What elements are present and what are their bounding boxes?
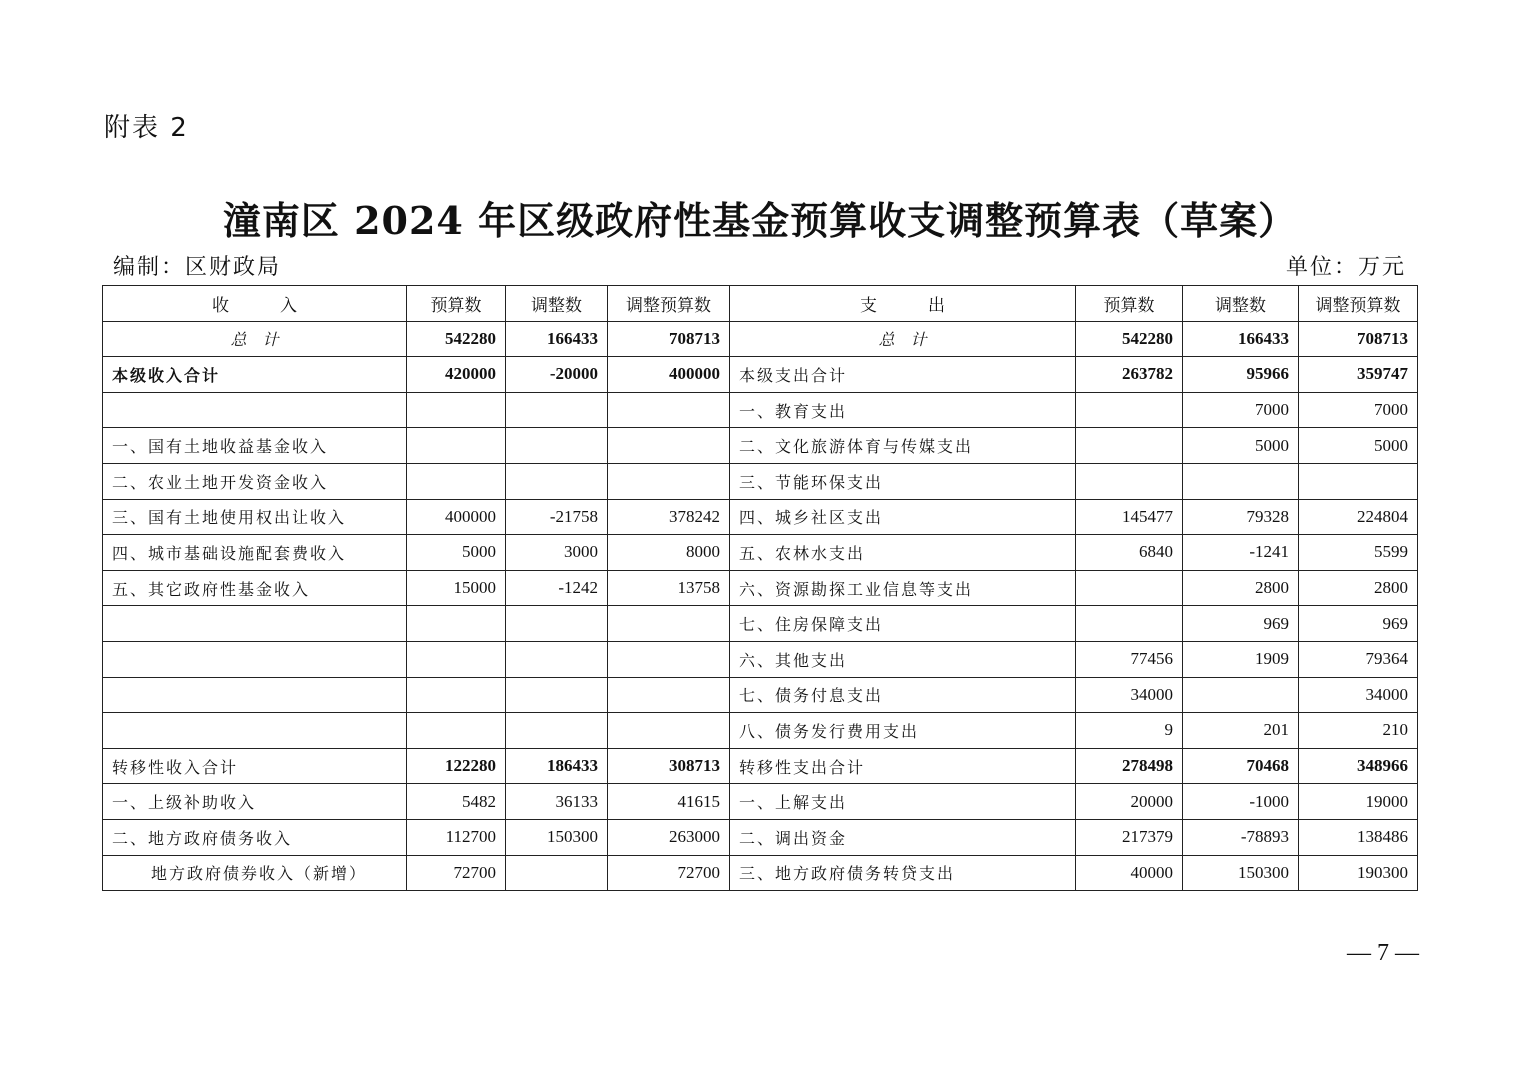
- expense-label: 七、住房保障支出: [730, 606, 1076, 642]
- income-label: [103, 677, 407, 713]
- income-adjustment: 3000: [506, 535, 608, 571]
- expense-adjustment: 5000: [1183, 428, 1299, 464]
- expense-adjusted: 7000: [1299, 392, 1418, 428]
- income-adjustment: -21758: [506, 499, 608, 535]
- expense-adjusted: 359747: [1299, 357, 1418, 393]
- table-row: [103, 428, 1418, 464]
- expense-label: 转移性支出合计: [730, 748, 1076, 784]
- expense-adjusted: 190300: [1299, 855, 1418, 891]
- col-header-income: 收 入: [103, 286, 407, 322]
- expense-label: 一、上解支出: [730, 784, 1076, 820]
- total-row: [103, 321, 1418, 357]
- expense-adjusted: 224804: [1299, 499, 1418, 535]
- expense-budget: 77456: [1076, 641, 1183, 677]
- expense-adjustment: 7000: [1183, 392, 1299, 428]
- income-budget: 5000: [407, 535, 506, 571]
- total-income-budget: 542280: [407, 321, 506, 357]
- page-number: — 7 —: [1347, 940, 1419, 966]
- expense-adjustment: 201: [1183, 713, 1299, 749]
- unit-label: 单位：万元: [1285, 255, 1406, 280]
- expense-budget: [1076, 428, 1183, 464]
- total-expense-adjusted: 708713: [1299, 321, 1418, 357]
- expense-label: 七、债务付息支出: [730, 677, 1076, 713]
- expense-adjusted: 19000: [1299, 784, 1418, 820]
- income-adjustment: 150300: [506, 819, 608, 855]
- expense-adjustment: 969: [1183, 606, 1299, 642]
- total-income-adjusted: 708713: [608, 321, 730, 357]
- expense-adjusted: 34000: [1299, 677, 1418, 713]
- table-row: [103, 641, 1418, 677]
- expense-adjustment: -1000: [1183, 784, 1299, 820]
- table-row: [103, 570, 1418, 606]
- income-adjustment: [506, 392, 608, 428]
- table-row: [103, 677, 1418, 713]
- income-adjusted: 72700: [608, 855, 730, 891]
- expense-label: 五、农林水支出: [730, 535, 1076, 571]
- table-row: [103, 855, 1418, 891]
- income-adjustment: [506, 606, 608, 642]
- income-budget: [407, 606, 506, 642]
- income-budget: 420000: [407, 357, 506, 393]
- expense-budget: 217379: [1076, 819, 1183, 855]
- expense-budget: 278498: [1076, 748, 1183, 784]
- income-label: [103, 713, 407, 749]
- income-adjusted: [608, 713, 730, 749]
- income-adjustment: [506, 855, 608, 891]
- expense-adjusted: 79364: [1299, 641, 1418, 677]
- income-budget: [407, 641, 506, 677]
- income-label: [103, 606, 407, 642]
- expense-budget: [1076, 463, 1183, 499]
- page-title: 潼南区 2024 年区级政府性基金预算收支调整预算表（草案）: [222, 198, 1298, 243]
- expense-adjusted: [1299, 463, 1418, 499]
- income-budget: 15000: [407, 570, 506, 606]
- income-adjusted: 378242: [608, 499, 730, 535]
- expense-budget: 9: [1076, 713, 1183, 749]
- expense-budget: 263782: [1076, 357, 1183, 393]
- table-row: [103, 357, 1418, 393]
- col-header-expense-budget: 预算数: [1076, 286, 1183, 322]
- expense-adjustment: 2800: [1183, 570, 1299, 606]
- income-adjusted: 41615: [608, 784, 730, 820]
- income-budget: 122280: [407, 748, 506, 784]
- income-budget: [407, 392, 506, 428]
- expense-adjustment: [1183, 463, 1299, 499]
- expense-label: 四、城乡社区支出: [730, 499, 1076, 535]
- expense-budget: 145477: [1076, 499, 1183, 535]
- income-adjusted: [608, 641, 730, 677]
- expense-budget: [1076, 392, 1183, 428]
- income-adjustment: [506, 713, 608, 749]
- expense-budget: [1076, 606, 1183, 642]
- income-budget: 72700: [407, 855, 506, 891]
- income-adjusted: 400000: [608, 357, 730, 393]
- expense-label: 二、调出资金: [730, 819, 1076, 855]
- compiler-label: 编制：区财政局: [113, 255, 282, 280]
- expense-adjustment: -1241: [1183, 535, 1299, 571]
- header-row: [103, 286, 1418, 322]
- income-label: [103, 641, 407, 677]
- income-adjustment: [506, 463, 608, 499]
- income-adjustment: [506, 428, 608, 464]
- expense-adjustment: 95966: [1183, 357, 1299, 393]
- income-budget: 5482: [407, 784, 506, 820]
- col-header-expense-adjustment: 调整数: [1183, 286, 1299, 322]
- expense-adjusted: 969: [1299, 606, 1418, 642]
- income-label: 一、上级补助收入: [103, 784, 407, 820]
- expense-label: 六、其他支出: [730, 641, 1076, 677]
- table-row: [103, 606, 1418, 642]
- income-adjustment: -20000: [506, 357, 608, 393]
- income-adjusted: 308713: [608, 748, 730, 784]
- income-budget: [407, 428, 506, 464]
- income-budget: 400000: [407, 499, 506, 535]
- table-row: [103, 463, 1418, 499]
- expense-adjustment: 1909: [1183, 641, 1299, 677]
- expense-label: 本级支出合计: [730, 357, 1076, 393]
- income-adjusted: 13758: [608, 570, 730, 606]
- income-adjustment: 186433: [506, 748, 608, 784]
- income-adjusted: 263000: [608, 819, 730, 855]
- col-header-income-adjustment: 调整数: [506, 286, 608, 322]
- budget-table: [102, 285, 1418, 891]
- income-label: 三、国有土地使用权出让收入: [103, 499, 407, 535]
- total-expense-adjustment: 166433: [1183, 321, 1299, 357]
- expense-adjustment: [1183, 677, 1299, 713]
- income-label: 转移性收入合计: [103, 748, 407, 784]
- income-label: 四、城市基础设施配套费收入: [103, 535, 407, 571]
- expense-budget: 6840: [1076, 535, 1183, 571]
- income-budget: 112700: [407, 819, 506, 855]
- income-budget: [407, 677, 506, 713]
- expense-label: 二、文化旅游体育与传媒支出: [730, 428, 1076, 464]
- income-label: 本级收入合计: [103, 357, 407, 393]
- col-header-income-adjusted-budget: 调整预算数: [608, 286, 730, 322]
- income-label: 二、农业土地开发资金收入: [103, 463, 407, 499]
- expense-adjusted: 5000: [1299, 428, 1418, 464]
- table-row: [103, 535, 1418, 571]
- income-budget: [407, 463, 506, 499]
- expense-adjustment: 70468: [1183, 748, 1299, 784]
- income-adjustment: [506, 677, 608, 713]
- expense-budget: 34000: [1076, 677, 1183, 713]
- expense-budget: [1076, 570, 1183, 606]
- expense-adjusted: 2800: [1299, 570, 1418, 606]
- col-header-expense-adjusted-budget: 调整预算数: [1299, 286, 1418, 322]
- table-row: [103, 499, 1418, 535]
- expense-adjustment: 79328: [1183, 499, 1299, 535]
- expense-adjusted: 138486: [1299, 819, 1418, 855]
- income-label: [103, 392, 407, 428]
- expense-label: 三、节能环保支出: [730, 463, 1076, 499]
- col-header-expense: 支 出: [730, 286, 1076, 322]
- expense-label: 三、地方政府债务转贷支出: [730, 855, 1076, 891]
- total-income-label: 总 计: [103, 321, 407, 357]
- table-row: [103, 713, 1418, 749]
- expense-budget: 20000: [1076, 784, 1183, 820]
- total-expense-budget: 542280: [1076, 321, 1183, 357]
- income-adjusted: [608, 677, 730, 713]
- expense-budget: 40000: [1076, 855, 1183, 891]
- income-adjustment: [506, 641, 608, 677]
- income-label: 五、其它政府性基金收入: [103, 570, 407, 606]
- income-adjusted: [608, 428, 730, 464]
- expense-label: 一、教育支出: [730, 392, 1076, 428]
- total-expense-label: 总 计: [730, 321, 1076, 357]
- expense-adjusted: 210: [1299, 713, 1418, 749]
- income-budget: [407, 713, 506, 749]
- total-income-adjustment: 166433: [506, 321, 608, 357]
- income-adjusted: 8000: [608, 535, 730, 571]
- income-adjustment: 36133: [506, 784, 608, 820]
- expense-adjusted: 348966: [1299, 748, 1418, 784]
- income-label: 地方政府债券收入（新增）: [103, 855, 407, 891]
- expense-adjustment: 150300: [1183, 855, 1299, 891]
- table-row: [103, 784, 1418, 820]
- income-label: 二、地方政府债务收入: [103, 819, 407, 855]
- expense-adjustment: -78893: [1183, 819, 1299, 855]
- expense-label: 八、债务发行费用支出: [730, 713, 1076, 749]
- expense-adjusted: 5599: [1299, 535, 1418, 571]
- attachment-label: 附表 2: [104, 113, 189, 143]
- expense-label: 六、资源勘探工业信息等支出: [730, 570, 1076, 606]
- col-header-income-budget: 预算数: [407, 286, 506, 322]
- table-row: [103, 819, 1418, 855]
- income-adjusted: [608, 606, 730, 642]
- table-row: [103, 748, 1418, 784]
- income-label: 一、国有土地收益基金收入: [103, 428, 407, 464]
- income-adjusted: [608, 392, 730, 428]
- income-adjusted: [608, 463, 730, 499]
- income-adjustment: -1242: [506, 570, 608, 606]
- table-row: [103, 392, 1418, 428]
